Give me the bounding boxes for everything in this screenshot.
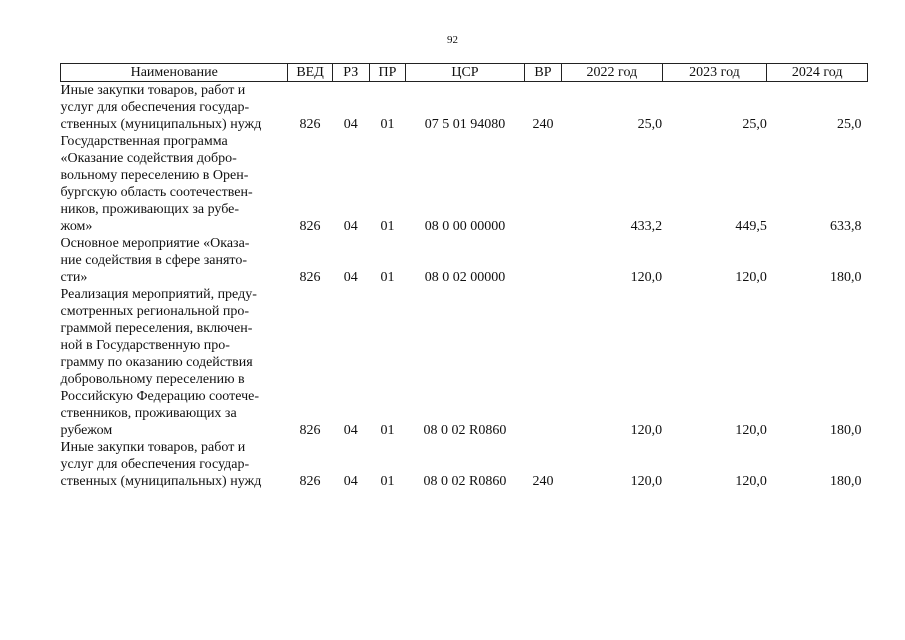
cell-pr: 01 [380, 270, 395, 285]
cell-2022: 120,0 [630, 423, 663, 438]
cell-csr: 08 0 02 R0860 [423, 423, 507, 438]
cell-name [61, 133, 288, 235]
cell-pr: 01 [380, 423, 395, 438]
name-line: Российскую Федерацию соотече- [60, 389, 259, 404]
name-line: жом» [60, 219, 93, 234]
cell-2023: 449,5 [735, 219, 767, 234]
header-csr: ЦСР [406, 64, 525, 82]
header-pr: ПР [369, 64, 405, 82]
name-line: Реализация мероприятий, преду- [60, 287, 257, 302]
name-line: ной в Государственную про- [60, 338, 230, 353]
name-line: граммой переселения, включен- [60, 321, 253, 336]
cell-vr: 240 [532, 117, 554, 132]
cell-pr: 01 [380, 474, 395, 489]
name-line: услуг для обеспечения государ- [60, 457, 250, 472]
cell-vr [524, 235, 561, 286]
cell-vr: 240 [532, 474, 554, 489]
cell-2022: 120,0 [630, 474, 663, 489]
header-name: Наименование [61, 64, 288, 82]
cell-rz: 04 [343, 219, 358, 234]
name-line: ственных (муниципальных) нужд [60, 474, 262, 489]
cell-pr: 01 [380, 117, 395, 132]
cell-2024: 633,8 [830, 219, 862, 234]
cell-name [61, 286, 288, 439]
cell-name [61, 235, 288, 286]
cell-name [61, 439, 288, 490]
cell-2023: 120,0 [735, 270, 767, 285]
cell-2022: 120,0 [630, 270, 663, 285]
cell-vr [524, 286, 561, 439]
cell-name [61, 82, 288, 134]
cell-2022: 25,0 [637, 117, 663, 132]
cell-rz: 04 [343, 117, 358, 132]
header-vr: ВР [524, 64, 561, 82]
name-line: грамму по оказанию содействия [60, 355, 253, 370]
cell-ved: 826 [299, 219, 321, 234]
name-line: сти» [60, 270, 88, 285]
name-line: добровольному переселению в [60, 372, 245, 387]
cell-ved: 826 [299, 474, 321, 489]
table-row [61, 439, 868, 490]
table-row [61, 286, 868, 439]
header-2022: 2022 год [562, 64, 663, 82]
budget-table [60, 63, 868, 490]
table-header-row [61, 64, 868, 82]
name-line: Основное мероприятие «Оказа- [60, 236, 250, 251]
name-line: «Оказание содействия добро- [60, 151, 237, 166]
table-row [61, 82, 868, 134]
name-line: Иные закупки товаров, работ и [60, 83, 246, 98]
name-line: ников, проживающих за рубе- [60, 202, 240, 217]
table-body [61, 82, 868, 491]
name-line: смотренных региональной про- [60, 304, 250, 319]
cell-csr: 08 0 00 00000 [424, 219, 506, 234]
table-row [61, 133, 868, 235]
name-line: ственных (муниципальных) нужд [60, 117, 262, 132]
cell-2024: 180,0 [830, 474, 862, 489]
cell-2024: 25,0 [837, 117, 862, 132]
budget-table-container [60, 63, 868, 490]
header-ved: ВЕД [288, 64, 332, 82]
header-2024: 2024 год [767, 64, 868, 82]
cell-rz: 04 [343, 270, 358, 285]
name-line: вольному переселению в Орен- [60, 168, 249, 183]
name-line: Иные закупки товаров, работ и [60, 440, 246, 455]
cell-2023: 120,0 [735, 474, 767, 489]
page-number: 92 [447, 34, 458, 46]
name-line: ственников, проживающих за [60, 406, 237, 421]
cell-2024: 180,0 [830, 423, 862, 438]
cell-csr: 08 0 02 00000 [424, 270, 506, 285]
cell-2022: 433,2 [630, 219, 663, 234]
cell-pr: 01 [380, 219, 395, 234]
name-line: рубежом [60, 423, 113, 438]
header-rz: РЗ [332, 64, 369, 82]
cell-rz: 04 [343, 423, 358, 438]
header-2023: 2023 год [662, 64, 767, 82]
cell-csr: 07 5 01 94080 [424, 117, 506, 132]
name-line: услуг для обеспечения государ- [60, 100, 250, 115]
cell-rz: 04 [343, 474, 358, 489]
name-line: Государственная программа [60, 134, 228, 149]
cell-csr: 08 0 02 R0860 [423, 474, 507, 489]
cell-ved: 826 [299, 270, 321, 285]
cell-2023: 120,0 [735, 423, 767, 438]
cell-2023: 25,0 [742, 117, 767, 132]
table-row [61, 235, 868, 286]
cell-2024: 180,0 [830, 270, 862, 285]
cell-vr [524, 133, 561, 235]
cell-ved: 826 [299, 117, 321, 132]
cell-ved: 826 [299, 423, 321, 438]
name-line: ние содействия в сфере занято- [60, 253, 247, 268]
name-line: бургскую область соотечествен- [60, 185, 253, 200]
